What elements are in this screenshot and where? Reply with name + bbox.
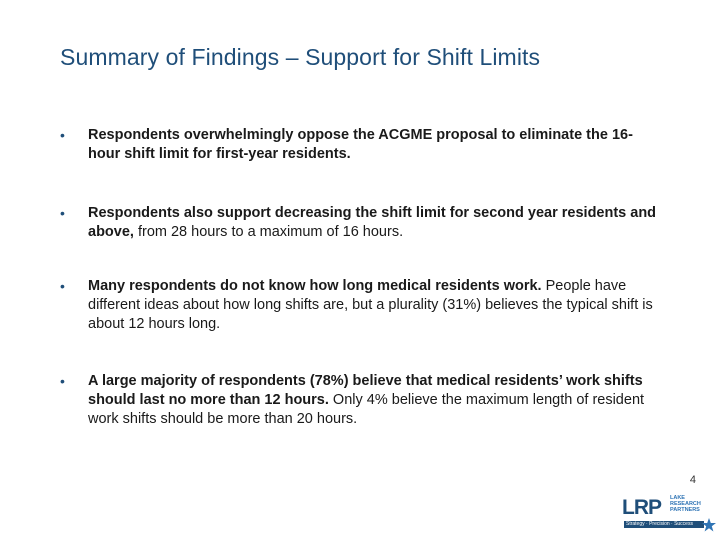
bullet-icon: •	[60, 373, 65, 389]
finding-text: Only 4% believe the maximum length of resident work shifts should be more than 20 hours.	[88, 392, 645, 427]
finding-bold: Many respondents do not know how long medical residents work.	[88, 278, 542, 294]
star-icon	[702, 518, 716, 532]
finding-text: from 28 hours to a maximum of 16 hours.	[133, 224, 404, 240]
logo-tagline: Strategy · Precision · Success	[624, 521, 704, 528]
logo-line: RESEARCH	[670, 501, 701, 507]
slide-title: Summary of Findings – Support for Shift Limits	[60, 44, 541, 70]
bullet-icon: •	[60, 127, 65, 143]
page-number: 4	[689, 474, 696, 486]
finding-item	[60, 277, 660, 334]
finding-text: People have different ideas about how long shifts are, but a plurality (31%) believes the typical shift is about 12 hours long.	[88, 278, 653, 332]
bullet-icon: •	[60, 278, 65, 294]
logo-mark: LRP	[622, 496, 661, 519]
logo-company-name	[670, 495, 701, 513]
finding-item	[60, 204, 660, 242]
finding-item	[60, 372, 660, 429]
finding-bold: Respondents also support decreasing the shift limit for second year residents and above,	[88, 205, 657, 240]
finding-bold: A large majority of respondents (78%) believe that medical residents’ work shifts should last no more than 12 hours.	[88, 373, 643, 408]
finding-item	[60, 126, 660, 164]
finding-bold: Respondents overwhelmingly oppose the ACGME proposal to eliminate the 16-hour shift limit for first-year residents.	[88, 127, 633, 162]
lrp-logo	[622, 494, 718, 538]
logo-line: LAKE	[670, 495, 685, 501]
logo-line: PARTNERS	[670, 507, 700, 513]
bullet-icon: •	[60, 205, 65, 221]
